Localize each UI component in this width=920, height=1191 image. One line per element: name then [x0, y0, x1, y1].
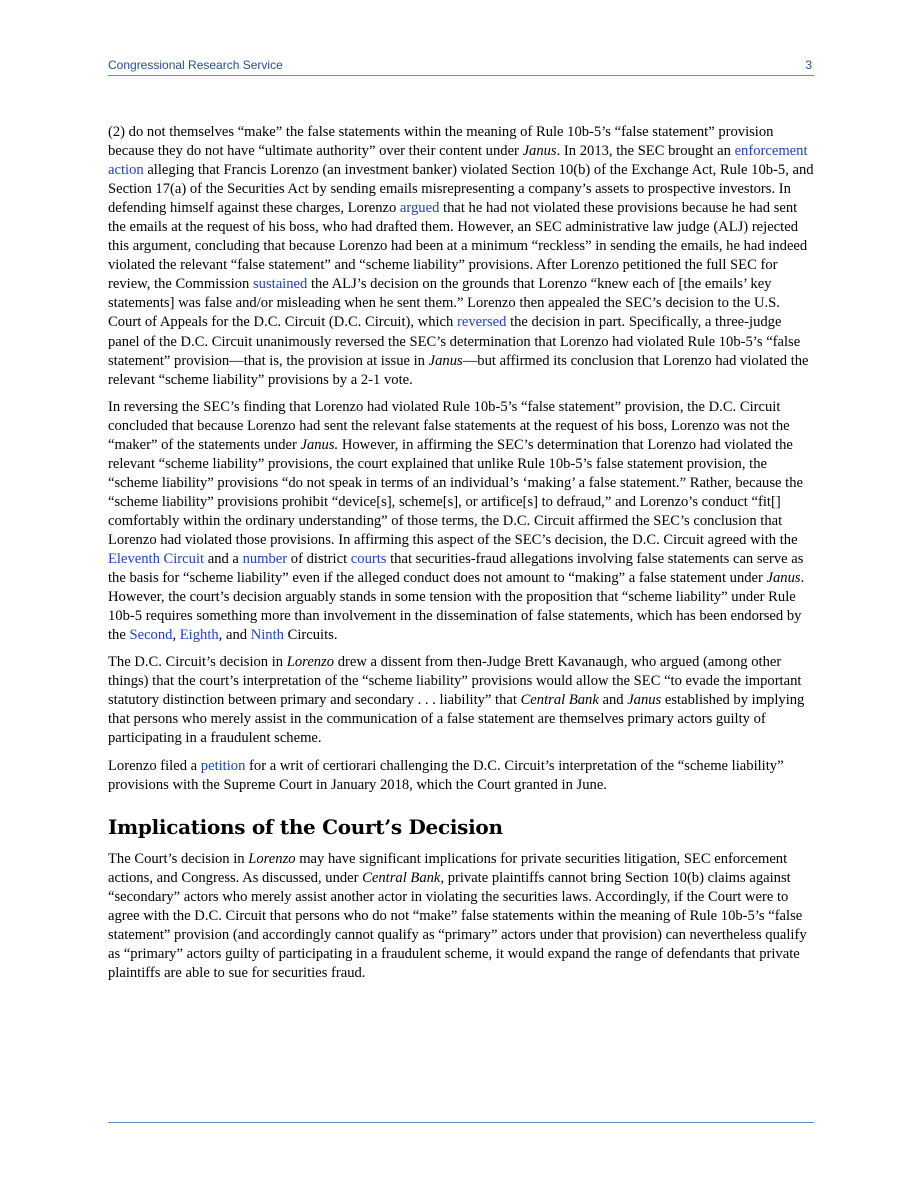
document-body [108, 123, 814, 991]
italic-text: Central Bank [362, 869, 441, 886]
paragraph [108, 757, 814, 795]
text-run: Circuits. [283, 627, 338, 644]
inline-link[interactable]: Ninth [250, 627, 284, 644]
text-run: —but affirmed its conclusion that Lorenzo had violated the relevant “scheme liability” provisions by a 2-1 vote. [108, 352, 809, 388]
text-run: for a writ of certiorari challenging the D.C. Circuit’s interpretation of the “scheme liability” provisions with the Supreme Court in January 2018, which the Court granted in June. [108, 757, 784, 793]
inline-link[interactable]: argued [399, 200, 440, 217]
inline-link[interactable]: Eleventh Circuit [108, 551, 205, 568]
italic-text: Janus. [300, 436, 339, 453]
header-source: Congressional Research Service [108, 58, 283, 72]
inline-link[interactable]: sustained [252, 276, 308, 293]
text-run: of district [287, 551, 351, 568]
text-run: However, in affirming the SEC’s determination that Lorenzo had violated the relevant “scheme liability” provisions, the court explained that unlike Rule 10b-5’s false statement provision, the “scheme liability” provisions “do not speak in terms of an individual’s ‘making’ a false statement.” Rather, because the “scheme liability” provisions prohibit “device[s], scheme[s], or artifice[s] to defraud,” and Lorenzo’s conduct “fit[] comfortably within the ordinary understanding” of those terms, the D.C. Circuit affirmed the SEC’s conclusion that Lorenzo had violated those provisions. In affirming this aspect of the SEC’s decision, the D.C. Circuit agreed with the [108, 436, 803, 548]
footer-rule [108, 1122, 814, 1123]
italic-text: Janus [627, 692, 662, 709]
inline-link[interactable]: petition [200, 757, 246, 774]
italic-text: Janus [428, 352, 463, 369]
page-number: 3 [805, 58, 812, 72]
paragraph [108, 653, 814, 748]
text-run: and [598, 692, 628, 709]
text-run: (2) do not themselves “make” the false statements within the meaning of Rule 10b-5’s “false statement” provision because they do not have “ultimate authority” over their content under [108, 124, 774, 160]
paragraph [108, 850, 814, 983]
text-run: drew a dissent from then-Judge Brett Kavanaugh, who argued (among other things) that the court’s interpretation of the “scheme liability” provisions would allow the SEC “to evade the important statutory distinction between primary and secondary . . . liability” that [108, 654, 802, 709]
inline-link[interactable]: courts [350, 551, 387, 568]
text-run: may have significant implications for private securities litigation, SEC enforcement actions, and Congress. As discussed, under [108, 850, 788, 886]
text-run: and a [204, 551, 243, 568]
text-run: that securities-fraud allegations involving false statements can serve as the basis for “scheme liability” even if the alleged conduct does not amount to “making” a false statement under [108, 551, 804, 587]
italic-text: Lorenzo [248, 850, 296, 867]
text-run: . However, the court’s decision arguably stands in some tension with the proposition that “scheme liability” under Rule 10b-5 requires something more than involvement in the dissemination of false statements, which has been endorsed by the [108, 570, 805, 644]
inline-link[interactable]: Second [129, 627, 173, 644]
text-run: . In 2013, the SEC brought an [556, 143, 735, 160]
inline-link[interactable]: enforcement action [108, 143, 808, 179]
text-run: In reversing the SEC’s finding that Lorenzo had violated Rule 10b-5’s “false statement” provision, the D.C. Circuit concluded that because Lorenzo had sent the relevant false statements at the request of his boss, Lorenzo was not the “maker” of the statements under [108, 398, 790, 453]
italic-text: Lorenzo [286, 654, 335, 671]
section-heading: Implications of the Court’s Decision [108, 814, 503, 839]
text-run: established by implying that persons who merely assist in the communication of a false statement are themselves primary actors guilty of participating in a fraudulent scheme. [108, 692, 805, 747]
paragraph [108, 398, 814, 646]
text-run: , and [218, 627, 251, 644]
paragraphs-before-heading [108, 123, 814, 795]
text-run: Lorenzo filed a [108, 757, 201, 774]
text-run: the decision in part. Specifically, a three-judge panel of the D.C. Circuit unanimously reversed the SEC’s determination that Lorenzo had violated Rule 10b-5’s “false statement” provision—that is, the provision at issue in [108, 314, 801, 369]
inline-link[interactable]: Eighth [179, 627, 219, 644]
paragraph [108, 123, 814, 390]
text-run: , private plaintiffs cannot bring Section 10(b) claims against “secondary” actors who merely assist another actor in violating the securities laws. Accordingly, if the Court were to agree with the D.C. Circuit that persons who do not “make” false statements within the meaning of Rule 10b-5’s “false statement” provision (and accordingly cannot qualify as “primary” actors under that provision) can nevertheless qualify as “primary” actors guilty of participating in a fraudulent scheme, it would expand the range of defendants that private plaintiffs are able to sue for securities fraud. [108, 869, 807, 981]
inline-link[interactable]: number [242, 551, 288, 568]
text-run: The Court’s decision in [108, 850, 249, 867]
text-run: that he had not violated these provisions because he had sent the emails at the request of his boss, who had drafted them. However, an SEC administrative law judge (ALJ) rejected this argument, concluding that because Lorenzo had been at a minimum “reckless” in sending the emails, he had indeed violated the relevant “false statement” and “scheme liability” provisions. After Lorenzo petitioned the full SEC for review, the Commission [108, 200, 808, 293]
paragraphs-after-heading [108, 850, 814, 983]
page-header [108, 58, 814, 74]
text-run: The D.C. Circuit’s decision in [108, 654, 287, 671]
inline-link[interactable]: reversed [456, 314, 507, 331]
italic-text: Janus [766, 570, 801, 587]
text-run: alleging that Francis Lorenzo (an investment banker) violated Section 10(b) of the Exchange Act, Rule 10b-5, and Section 17(a) of the Securities Act by sending emails misrepresenting a company’s assets to prospective investors. In defending himself against these charges, Lorenzo [108, 162, 814, 217]
italic-text: Janus [522, 143, 557, 160]
text-run: the ALJ’s decision on the grounds that Lorenzo “knew each of [the emails’ key statements] was false and/or misleading when he sent them.” Lorenzo then appealed the SEC’s decision to the U.S. Court of Appeals for the D.C. Circuit (D.C. Circuit), which [108, 276, 780, 331]
header-rule [108, 75, 814, 76]
italic-text: Central Bank [520, 692, 599, 709]
text-run: , [172, 627, 180, 644]
